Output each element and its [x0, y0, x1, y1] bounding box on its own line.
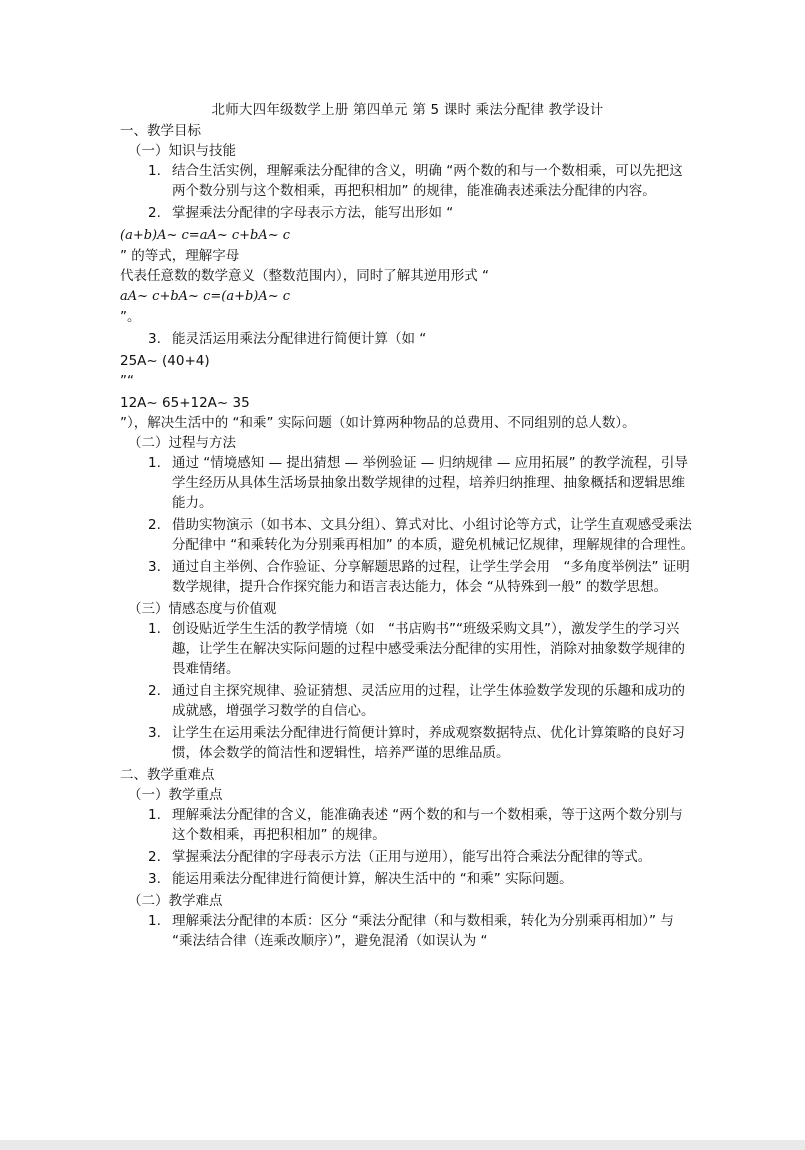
document-body — [120, 100, 695, 953]
list-item — [120, 329, 695, 349]
list-item — [120, 619, 695, 679]
section-heading-key-points: 二、教学重难点 — [120, 767, 215, 783]
list-number: 2. — [148, 849, 161, 865]
calc-example: 25A~ (40+4) — [120, 353, 210, 369]
text-line: ”），解决生活中的 “和乘” 实际问题（如计算两种物品的总费用、不同组别的总人数）。 — [120, 415, 636, 431]
list-item — [120, 723, 695, 763]
list-item-text: 能灵活运用乘法分配律进行简便计算（如 “ — [172, 331, 427, 347]
list-item — [120, 161, 695, 201]
list-item — [120, 869, 695, 889]
formula-line — [120, 286, 695, 307]
subsection-heading-difficulty: （二）教学难点 — [128, 893, 223, 909]
document-title: 北师大四年级数学上册 第四单元 第 5 课时 乘法分配律 教学设计 — [211, 102, 604, 118]
list-number: 2. — [148, 205, 161, 221]
list-item-text: 创设贴近学生生活的教学情境（如 “书店购书”“班级采购文具”），激发学生的学习兴趣，让学生在解决实际问题的过程中感受乘法分配律的实用性，消除对抽象数学规律的畏难情绪。 — [172, 621, 685, 677]
subsection-heading-process: （二）过程与方法 — [128, 435, 236, 451]
list-number: 1. — [148, 807, 161, 823]
list-item-text: 通过自主探究规律、验证猜想、灵活应用的过程，让学生体验数学发现的乐趣和成功的成就感，增强学习数学的自信心。 — [172, 683, 685, 719]
list-item — [120, 911, 695, 951]
formula-reverse: aA~ c+bA~ c=(a+b)A~ c — [120, 289, 291, 304]
list-item-text: 掌握乘法分配律的字母表示方法，能写出形如 “ — [172, 205, 454, 221]
list-number: 3. — [148, 559, 161, 575]
list-item — [120, 805, 695, 845]
calc-example: 12A~ 65+12A~ 35 — [120, 395, 250, 411]
text-line: ”“ — [120, 373, 134, 389]
text-line: 代表任意数的数学意义（整数范围内），同时了解其逆用形式 “ — [120, 268, 490, 284]
section-heading-objectives: 一、教学目标 — [120, 123, 201, 139]
list-number: 1. — [148, 913, 161, 929]
list-item — [120, 203, 695, 223]
list-number: 2. — [148, 683, 161, 699]
formula-distributive: (a+b)A~ c=aA~ c+bA~ c — [120, 228, 291, 243]
page-bottom-margin — [0, 1140, 805, 1150]
subsection-heading-knowledge: （一）知识与技能 — [128, 143, 236, 159]
list-item-text: 通过自主举例、合作验证、分享解题思路的过程，让学生学会用 “多角度举例法” 证明数学规律，提升合作探究能力和语言表达能力，体会 “从特殊到一般” 的数学思想。 — [172, 559, 690, 595]
list-item-text: 能运用乘法分配律进行简便计算，解决生活中的 “和乘” 实际问题。 — [172, 871, 573, 887]
list-item-text: 理解乘法分配律的本质：区分 “乘法分配律（和与数相乘，转化为分别乘再相加）” 与 “乘法结合律（连乘改顺序）”，避免混淆（如误认为 “ — [172, 913, 674, 949]
list-item-text: 理解乘法分配律的含义，能准确表述 “两个数的和与一个数相乘，等于这两个数分别与这个数相乘，再把积相加” 的规律。 — [172, 807, 683, 843]
list-item-text: 通过 “情境感知 — 提出猜想 — 举例验证 — 归纳规律 — 应用拓展” 的教学流程，引导学生经历从具体生活场景抽象出数学规律的过程，培养归纳推理、抽象概括和逻辑思维能力。 — [172, 455, 688, 511]
list-item — [120, 847, 695, 867]
text-line: ”。 — [120, 309, 141, 325]
list-item-text: 结合生活实例，理解乘法分配律的含义，明确 “两个数的和与一个数相乘，可以先把这两个数分别与这个数相乘，再把积相加” 的规律，能准确表述乘法分配律的内容。 — [172, 163, 683, 199]
list-item-text: 让学生在运用乘法分配律进行简便计算时，养成观察数据特点、优化计算策略的良好习惯，体会数学的简洁性和逻辑性，培养严谨的思维品质。 — [172, 725, 685, 761]
list-number: 3. — [148, 331, 161, 347]
list-number: 3. — [148, 725, 161, 741]
subsection-heading-focus: （一）教学重点 — [128, 787, 223, 803]
text-line: ” 的等式，理解字母 — [120, 248, 240, 264]
list-item — [120, 557, 695, 597]
list-number: 2. — [148, 517, 161, 533]
list-item — [120, 681, 695, 721]
list-item — [120, 453, 695, 513]
list-number: 1. — [148, 163, 161, 179]
formula-line — [120, 225, 695, 246]
list-number: 1. — [148, 455, 161, 471]
list-item-text: 掌握乘法分配律的字母表示方法（正用与逆用），能写出符合乘法分配律的等式。 — [172, 849, 652, 865]
list-item — [120, 515, 695, 555]
list-number: 1. — [148, 621, 161, 637]
list-item-text: 借助实物演示（如书本、文具分组）、算式对比、小组讨论等方式，让学生直观感受乘法分配律中 “和乘转化为分别乘再相加” 的本质，避免机械记忆规律，理解规律的合理性。 — [172, 517, 695, 553]
list-number: 3. — [148, 871, 161, 887]
subsection-heading-attitude: （三）情感态度与价值观 — [128, 601, 277, 617]
